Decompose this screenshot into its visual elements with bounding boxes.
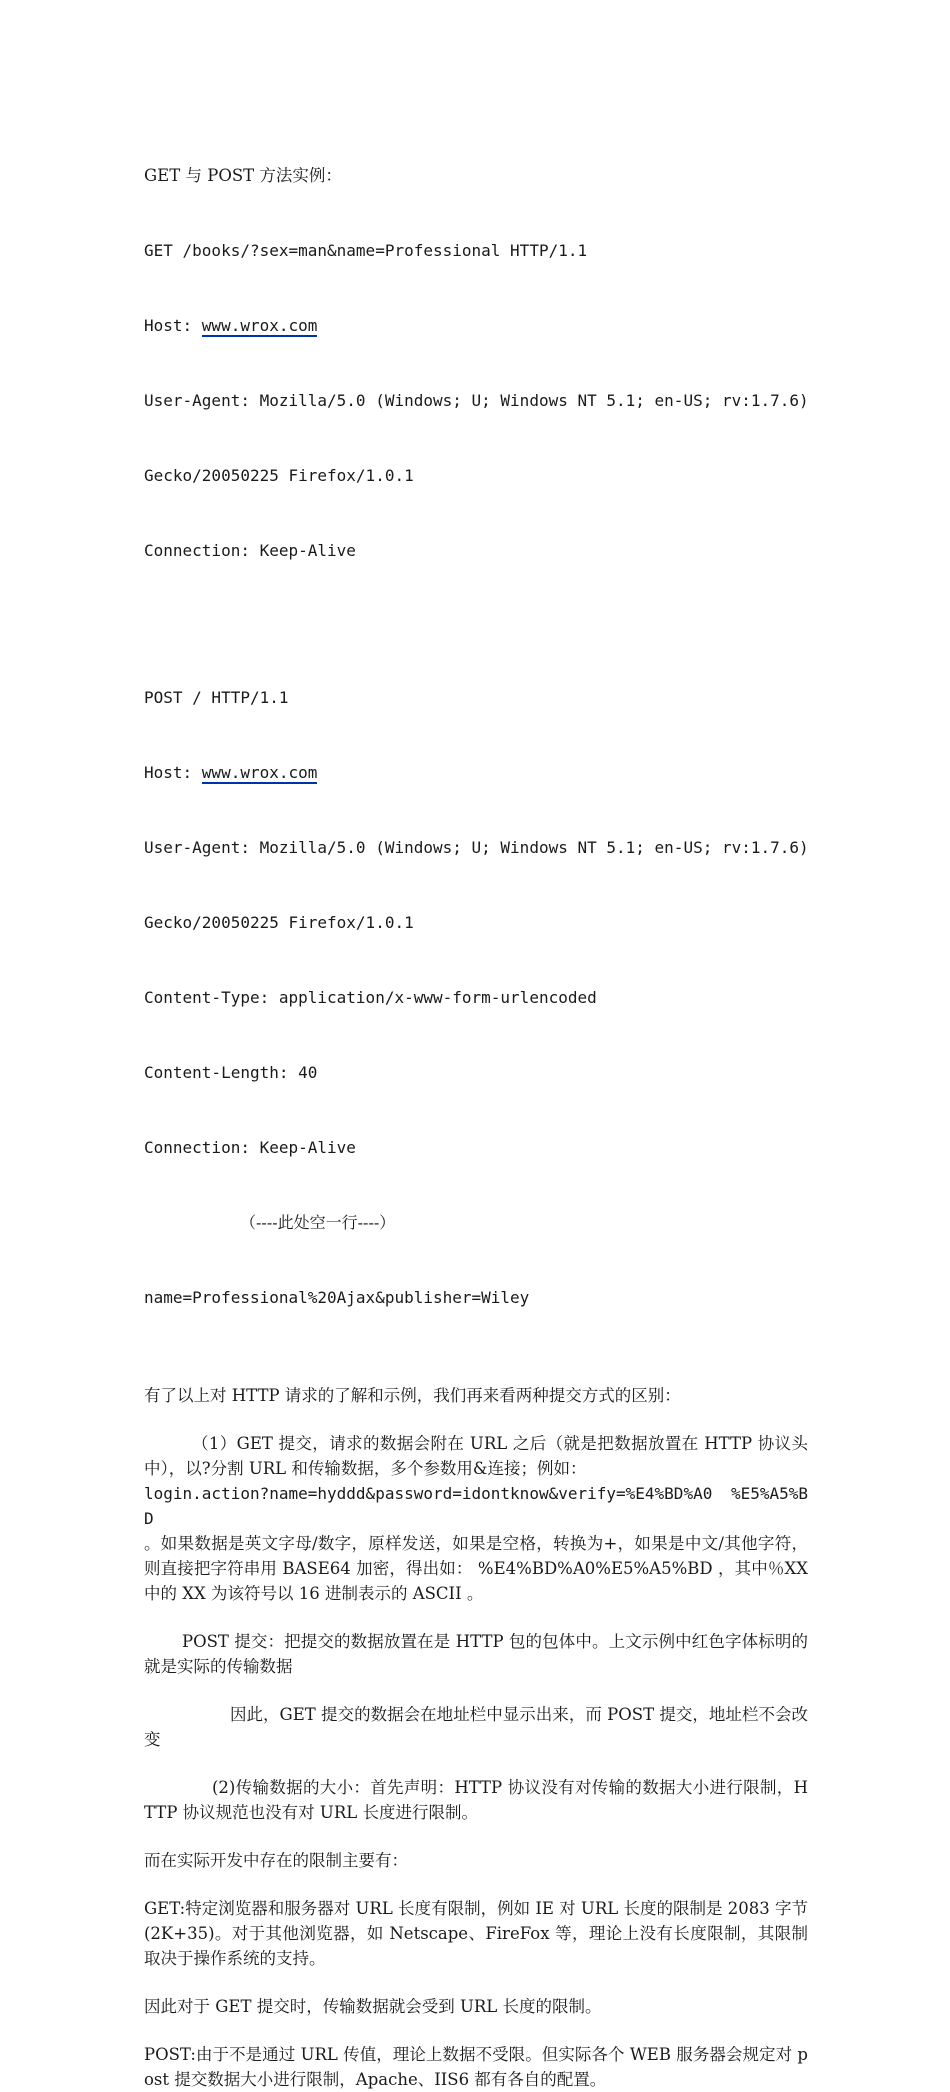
post-host-label: Host: [144,763,202,782]
spacer [144,1360,808,1383]
get-limit-paragraph: GET:特定浏览器和服务器对 URL 长度有限制，例如 IE 对 URL 长度的限制是 2083 字节(2K+35)。对于其他浏览器，如 Netscape、FireFox 等，理论上没有长度限制，其限制取决于操作系统的支持。 [144,1899,808,1968]
spacer [144,1606,808,1629]
get-explain-paragraph-2: 。如果数据是英文字母/数字，原样发送，如果是空格，转换为+，如果是中文/其他字符，则直接把字符串用 BASE64 加密，得出如： %E4%BD%A0%E5%A5%BD ，其中％XX 中的 XX 为该符号以 16 进制表示的 ASCII 。 [144,1534,808,1603]
intro-paragraph: 有了以上对 HTTP 请求的了解和示例，我们再来看两种提交方式的区别： [144,1386,681,1405]
example-title: GET 与 POST 方法实例： [144,166,342,185]
blank-line-note: （----此处空一行----） [240,1213,396,1232]
post-user-agent-line-1: User-Agent: Mozilla/5.0 (Windows; U; Windows NT 5.1; en-US; rv:1.7.6) [144,838,809,857]
spacer [144,1408,808,1431]
get-explain-section [144,1431,808,1606]
spacer [144,2019,808,2042]
post-user-agent-line-2: Gecko/20050225 Firefox/1.0.1 [144,913,414,932]
get-example-block [144,113,808,613]
post-example-block [144,635,808,1360]
post-connection-line: Connection: Keep-Alive [144,1138,356,1157]
post-body-line: name=Professional%20Ajax&publisher=Wiley [144,1288,530,1307]
document-body [144,113,808,2092]
post-host-link[interactable]: www.wrox.com [201,763,318,782]
therefore-paragraph: 因此，GET 提交的数据会在地址栏中显示出来，而 POST 提交，地址栏不会改变 [144,1705,808,1749]
actual-limits-paragraph: 而在实际开发中存在的限制主要有： [144,1851,408,1870]
spacer [144,1752,808,1775]
size-explain-paragraph: (2)传输数据的大小：首先声明：HTTP 协议没有对传输的数据大小进行限制，HTTP 协议规范也没有对 URL 长度进行限制。 [144,1778,808,1822]
get-explain-url: login.action?name=hyddd&password=idontknow&verify=%E4%BD%A0 %E5%A5%BD [144,1484,808,1528]
spacer [144,613,808,635]
get-host-link[interactable]: www.wrox.com [201,316,318,335]
get-request-line: GET /books/?sex=man&name=Professional HTTP/1.1 [144,241,588,260]
get-explain-paragraph-1: （1）GET 提交，请求的数据会附在 URL 之后（就是把数据放置在 HTTP 协议头中），以?分割 URL 和传输数据，多个参数用&连接；例如： [144,1434,808,1478]
get-user-agent-line-2: Gecko/20050225 Firefox/1.0.1 [144,466,414,485]
post-explain-paragraph: POST 提交：把提交的数据放置在是 HTTP 包的包体中。上文示例中红色字体标明的就是实际的传输数据 [144,1632,808,1676]
spacer [144,1825,808,1848]
post-limit-paragraph: POST:由于不是通过 URL 传值，理论上数据不受限。但实际各个 WEB 服务器会规定对 post 提交数据大小进行限制，Apache、IIS6 都有各自的配置。 [144,2045,808,2089]
get-conclusion-paragraph: 因此对于 GET 提交时，传输数据就会受到 URL 长度的限制。 [144,1997,602,2016]
get-host-label: Host: [144,316,202,335]
post-content-type-line: Content-Type: application/x-www-form-urlencoded [144,988,597,1007]
spacer [144,1873,808,1896]
spacer [144,1971,808,1994]
post-request-line: POST / HTTP/1.1 [144,688,289,707]
spacer [144,1679,808,1702]
get-host-line [144,313,808,338]
post-host-line [144,760,808,785]
get-connection-line: Connection: Keep-Alive [144,541,356,560]
get-user-agent-line-1: User-Agent: Mozilla/5.0 (Windows; U; Windows NT 5.1; en-US; rv:1.7.6) [144,391,809,410]
post-content-length-line: Content-Length: 40 [144,1063,318,1082]
